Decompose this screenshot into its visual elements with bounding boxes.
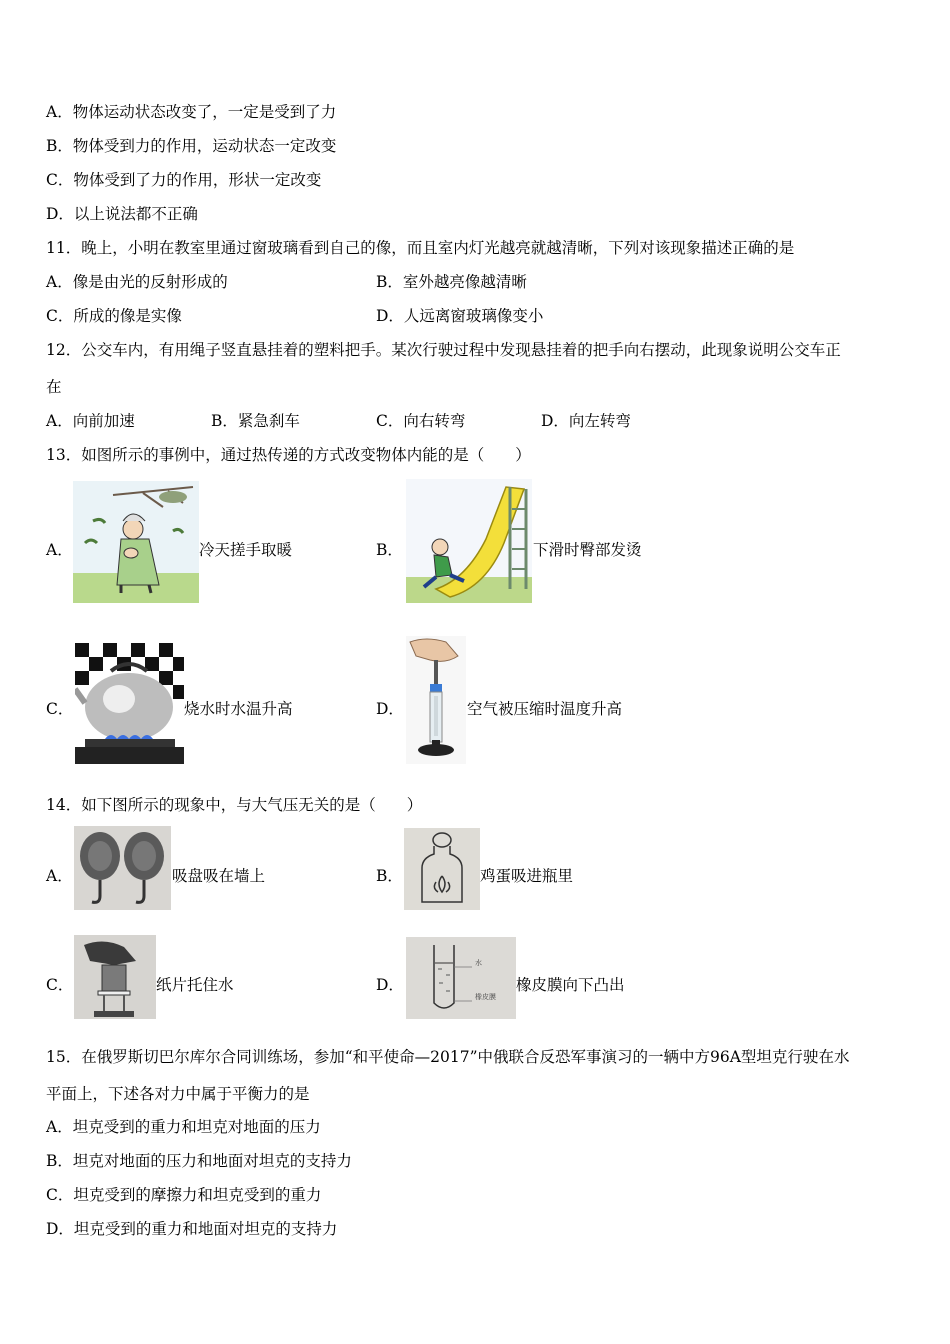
q15-option-a: A．坦克受到的重力和坦克对地面的压力 bbox=[46, 1118, 321, 1136]
q14-option-b-caption: 鸡蛋吸进瓶里 bbox=[480, 867, 574, 885]
q11-option-d: D．人远离窗玻璃像变小 bbox=[376, 307, 544, 325]
q14-option-c-letter: C． bbox=[46, 976, 74, 994]
q13-option-b-letter: B． bbox=[376, 541, 403, 559]
q14-option-d-caption: 橡皮膜向下凸出 bbox=[516, 976, 625, 994]
q13-stem: 13．如图所示的事例中，通过热传递的方式改变物体内能的是（ ） bbox=[46, 446, 531, 464]
q13-option-a-caption: 冷天搓手取暖 bbox=[199, 541, 293, 559]
q14-stem: 14．如下图所示的现象中，与大气压无关的是（ ） bbox=[46, 796, 423, 814]
tube-label-water: 水 bbox=[475, 959, 482, 967]
q12-option-c: C．向右转弯 bbox=[376, 412, 466, 430]
q10-option-c: C．物体受到了力的作用，形状一定改变 bbox=[46, 171, 322, 189]
q13-option-d-letter: D． bbox=[376, 700, 404, 718]
q14-image-suction-cups bbox=[74, 826, 171, 910]
q10-option-b: B．物体受到力的作用，运动状态一定改变 bbox=[46, 137, 337, 155]
q11-option-c: C．所成的像是实像 bbox=[46, 307, 182, 325]
q12-stem-line2: 在 bbox=[46, 378, 62, 396]
q11-option-a: A．像是由光的反射形成的 bbox=[46, 273, 228, 291]
q12-option-b: B．紧急刹车 bbox=[211, 412, 300, 430]
q13-option-a-letter: A． bbox=[46, 541, 73, 559]
q14-image-egg-bottle bbox=[404, 828, 480, 910]
q14-option-a-letter: A． bbox=[46, 867, 73, 885]
q14-option-c-caption: 纸片托住水 bbox=[156, 976, 234, 994]
q15-option-b: B．坦克对地面的压力和地面对坦克的支持力 bbox=[46, 1152, 352, 1170]
q14-option-b-letter: B． bbox=[376, 867, 403, 885]
q13-option-d-caption: 空气被压缩时温度升高 bbox=[467, 700, 623, 718]
q13-option-b-caption: 下滑时臀部发烫 bbox=[533, 541, 642, 559]
q15-option-c: C．坦克受到的摩擦力和坦克受到的重力 bbox=[46, 1186, 322, 1204]
q11-option-b: B．室外越亮像越清晰 bbox=[376, 273, 527, 291]
q13-image-slide bbox=[406, 479, 532, 603]
q13-option-c-letter: C． bbox=[46, 700, 74, 718]
q14-image-paper-water bbox=[74, 935, 156, 1019]
q13-image-rubbing-hands bbox=[73, 481, 199, 603]
q14-option-a-caption: 吸盘吸在墙上 bbox=[172, 867, 266, 885]
q14-option-d-letter: D． bbox=[376, 976, 404, 994]
q15-option-d: D．坦克受到的重力和地面对坦克的支持力 bbox=[46, 1220, 338, 1238]
tube-label-membrane: 橡皮膜 bbox=[475, 993, 496, 1001]
q13-option-c-caption: 烧水时水温升高 bbox=[184, 700, 293, 718]
q10-option-a: A．物体运动状态改变了，一定是受到了力 bbox=[46, 103, 337, 121]
q13-image-air-compression bbox=[406, 636, 466, 764]
q15-stem-line1: 15．在俄罗斯切巴尔库尔合同训练场，参加“和平使命—2017”中俄联合反恐军事演习的一辆中方96A型坦克行驶在水 bbox=[46, 1048, 850, 1066]
q10-option-d: D．以上说法都不正确 bbox=[46, 205, 198, 223]
q11-stem: 11．晚上，小明在教室里通过窗玻璃看到自己的像，而且室内灯光越亮就越清晰，下列对该现象描述正确的是 bbox=[46, 239, 795, 257]
q15-stem-line2: 平面上，下述各对力中属于平衡力的是 bbox=[46, 1085, 310, 1103]
q13-image-kettle bbox=[75, 643, 184, 764]
q12-option-d: D．向左转弯 bbox=[541, 412, 631, 430]
q12-stem-line1: 12．公交车内，有用绳子竖直悬挂着的塑料把手。某次行驶过程中发现悬挂着的把手向右摆动，此现象说明公交车正 bbox=[46, 341, 841, 359]
q12-option-a: A．向前加速 bbox=[46, 412, 135, 430]
q14-image-rubber-membrane bbox=[406, 937, 516, 1019]
